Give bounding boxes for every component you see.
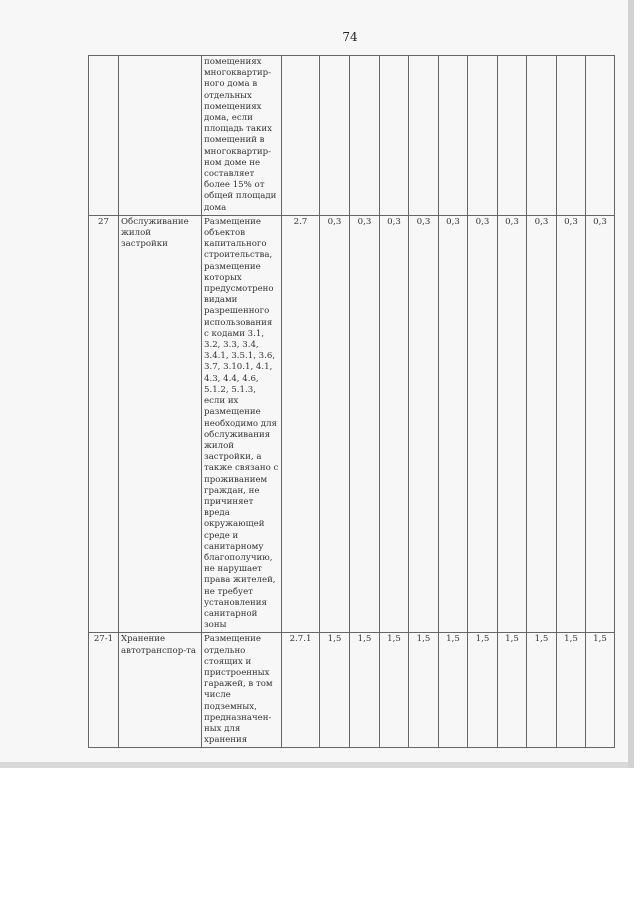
value-cell: 1,5: [320, 633, 350, 748]
value-cell: 0,3: [557, 215, 586, 633]
value-cell: 0,3: [439, 215, 468, 633]
value-cell: [380, 56, 409, 216]
value-cell: [439, 56, 468, 216]
row-number: [89, 56, 119, 216]
value-cell: 1,5: [527, 633, 557, 748]
value-cell: 1,5: [468, 633, 498, 748]
value-cell: 0,3: [468, 215, 498, 633]
scan-shadow-bottom: [0, 762, 628, 768]
value-cell: [586, 56, 615, 216]
value-cell: 0,3: [498, 215, 527, 633]
table-row: [89, 215, 615, 633]
value-cell: 0,3: [350, 215, 380, 633]
row-number: 27: [89, 215, 119, 633]
page-number: 74: [342, 30, 358, 44]
value-cell: 1,5: [557, 633, 586, 748]
value-cell: 0,3: [380, 215, 409, 633]
use-code: [282, 56, 320, 216]
value-cell: [527, 56, 557, 216]
table-row: [89, 56, 615, 216]
value-cell: 1,5: [586, 633, 615, 748]
value-cell: 0,3: [586, 215, 615, 633]
value-cell: 1,5: [350, 633, 380, 748]
value-cell: [557, 56, 586, 216]
use-name: Обслуживание жилой застройки: [119, 215, 202, 633]
table-row: [89, 633, 615, 748]
use-code: 2.7: [282, 215, 320, 633]
value-cell: 1,5: [380, 633, 409, 748]
use-description: помещениях многоквартир-ного дома в отдельных помещениях дома, если площадь таких помещений в многоквартир-ном доме не составляет более 15% от общей площади дома: [202, 56, 282, 216]
value-cell: [320, 56, 350, 216]
value-cell: 1,5: [409, 633, 439, 748]
use-name: Хранение автотранспор-та: [119, 633, 202, 748]
value-cell: 1,5: [498, 633, 527, 748]
value-cell: [409, 56, 439, 216]
use-name: [119, 56, 202, 216]
use-code: 2.7.1: [282, 633, 320, 748]
value-cell: 0,3: [320, 215, 350, 633]
value-cell: [350, 56, 380, 216]
value-cell: 1,5: [439, 633, 468, 748]
use-description: Размещение объектов капитального строительства, размещение которых предусмотрено видами разрешенного использования с кодами 3.1, 3.2, 3.3, 3.4, 3.4.1, 3.5.1, 3.6, 3.7, 3.10.1, 4.1, 4.3, 4.4, 4.6, 5.1.2, 5.1.3, если их размещение необходимо для обслуживания жилой застройки, а также связано с проживанием граждан, не причиняет вреда окружающей среде и санитарному благополучию, не нарушает права жителей, не требует установления санитарной зоны: [202, 215, 282, 633]
row-number: 27-1: [89, 633, 119, 748]
scan-shadow-right: [628, 0, 634, 768]
value-cell: [498, 56, 527, 216]
land-use-table: [88, 55, 615, 748]
value-cell: 0,3: [527, 215, 557, 633]
value-cell: [468, 56, 498, 216]
value-cell: 0,3: [409, 215, 439, 633]
use-description: Размещение отдельно стоящих и пристроенных гаражей, в том числе подземных, предназначен-ных для хранения: [202, 633, 282, 748]
